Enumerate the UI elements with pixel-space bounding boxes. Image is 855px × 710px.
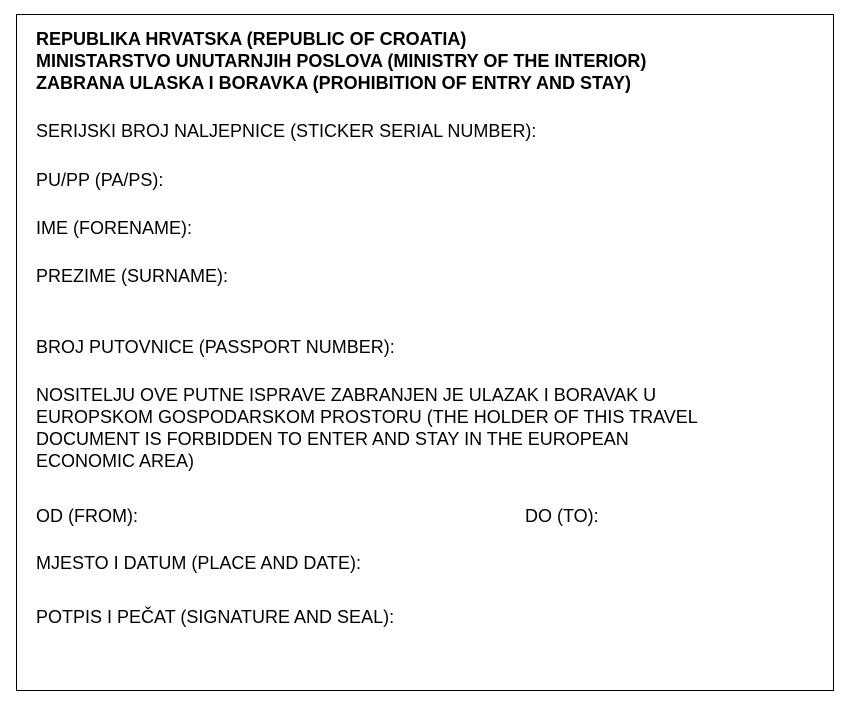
pa-ps-label: PU/PP (PA/PS):	[36, 170, 164, 190]
prohibition-notice	[36, 384, 826, 472]
to-label: DO (TO):	[525, 506, 599, 526]
from-label: OD (FROM):	[36, 506, 138, 526]
notice-line: NOSITELJU OVE PUTNE ISPRAVE ZABRANJEN JE ULAZAK I BORAVAK U	[36, 385, 657, 405]
header-ministry: MINISTARSTVO UNUTARNJIH POSLOVA (MINISTRY OF THE INTERIOR)	[36, 51, 647, 71]
notice-line: ECONOMIC AREA)	[36, 451, 195, 471]
notice-line: EUROPSKOM GOSPODARSKOM PROSTORU (THE HOLDER OF THIS TRAVEL	[36, 407, 698, 427]
forename-label: IME (FORENAME):	[36, 218, 192, 238]
header-republic: REPUBLIKA HRVATSKA (REPUBLIC OF CROATIA)	[36, 29, 467, 49]
place-date-label: MJESTO I DATUM (PLACE AND DATE):	[36, 553, 362, 573]
signature-seal-label: POTPIS I PEČAT (SIGNATURE AND SEAL):	[36, 607, 395, 627]
surname-label: PREZIME (SURNAME):	[36, 266, 229, 286]
passport-number-label: BROJ PUTOVNICE (PASSPORT NUMBER):	[36, 337, 395, 357]
header-prohibition: ZABRANA ULASKA I BORAVKA (PROHIBITION OF ENTRY AND STAY)	[36, 73, 632, 93]
notice-line: DOCUMENT IS FORBIDDEN TO ENTER AND STAY IN THE EUROPEAN	[36, 429, 629, 449]
prohibition-form	[16, 14, 834, 691]
sticker-serial-label: SERIJSKI BROJ NALJEPNICE (STICKER SERIAL NUMBER):	[36, 121, 537, 141]
